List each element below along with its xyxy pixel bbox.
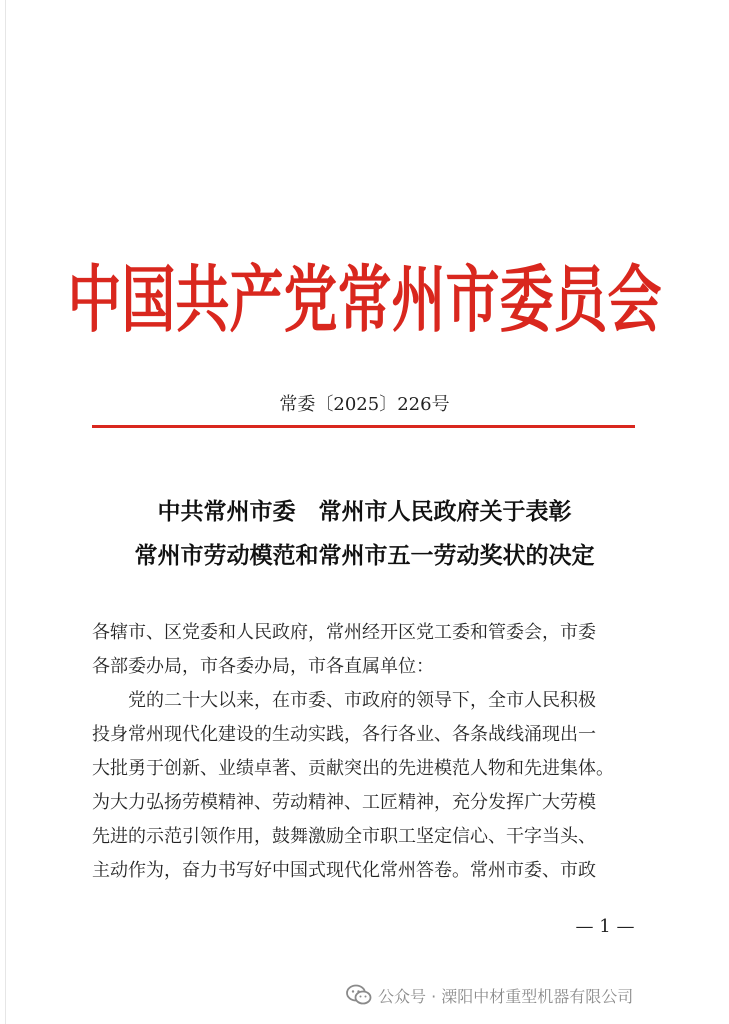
- watermark: [346, 983, 633, 1007]
- document-title-line-1: 中共常州市委 常州市人民政府关于表彰: [157, 498, 572, 525]
- document-number: 常委〔2025〕226号: [279, 394, 450, 415]
- body-line: 党的二十大以来，在市委、市政府的领导下，全市人民积极: [92, 690, 596, 711]
- watermark-text: 公众号 · 溧阳中材重型机器有限公司: [378, 986, 634, 1006]
- body-line: 先进的示范引领作用，鼓舞激励全市职工坚定信心、干字当头、: [92, 826, 596, 847]
- body-line: 为大力弘扬劳模精神、劳动精神、工匠精神，充分发挥广大劳模: [92, 792, 596, 813]
- body-line: 各辖市、区党委和人民政府，常州经开区党工委和管委会，市委: [92, 622, 596, 643]
- body-line: 大批勇于创新、业绩卓著、贡献突出的先进模范人物和先进集体。: [92, 758, 614, 779]
- body-line: 各部委办局，市各委办局，市各直属单位：: [92, 656, 434, 677]
- body-line: 主动作为，奋力书写好中国式现代化常州答卷。常州市委、市政: [92, 860, 596, 881]
- body-line: 投身常州现代化建设的生动实践，各行各业、各条战线涌现出一: [92, 724, 596, 745]
- wechat-icon: [346, 984, 372, 1006]
- document-title-line-2: 常州市劳动模范和常州市五一劳动奖状的决定: [134, 542, 595, 569]
- red-divider-line: [92, 425, 635, 428]
- page-number: — 1 —: [575, 916, 635, 937]
- issuing-organization-title: 中国共产党常州市委员会: [67, 256, 662, 343]
